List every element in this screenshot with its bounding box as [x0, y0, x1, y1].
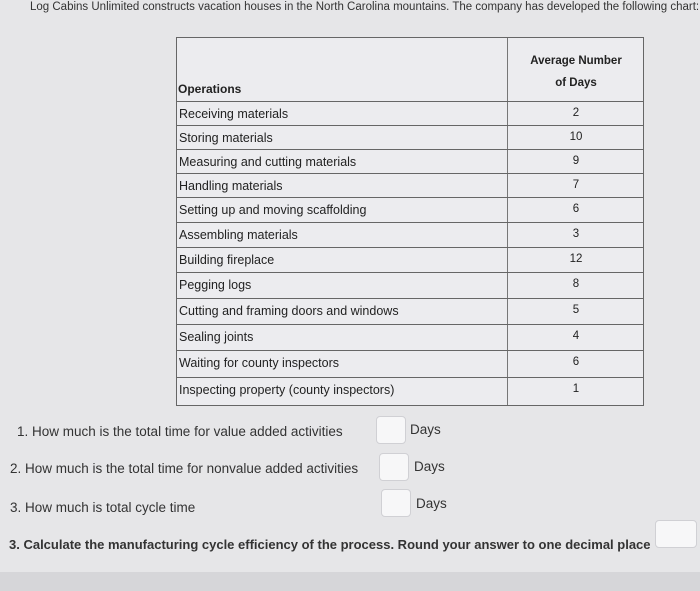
operation-name: Inspecting property (county inspectors): [179, 383, 395, 397]
table-row: [177, 125, 643, 149]
days-unit-2: Days: [414, 459, 445, 474]
problem-intro: Log Cabins Unlimited constructs vacation houses in the North Carolina mountains. The company has developed the following chart:: [30, 1, 700, 13]
operation-days: 7: [572, 179, 580, 191]
question-2: 2. How much is the total time for nonvalue added activities: [10, 461, 359, 476]
days-column-header: [508, 50, 644, 94]
answer-input-2[interactable]: [379, 453, 409, 481]
operation-name: Assembling materials: [179, 228, 298, 242]
days-unit-1: Days: [410, 422, 441, 437]
answer-input-1[interactable]: [376, 416, 406, 444]
days-unit-3: Days: [416, 496, 447, 511]
operations-table: [176, 37, 644, 406]
operation-days: 6: [572, 356, 580, 368]
operation-name: Building fireplace: [179, 253, 275, 267]
days-header-line2: of Days: [555, 77, 597, 89]
operations-column-header: Operations: [178, 82, 242, 96]
table-row: [177, 149, 643, 173]
answer-input-4[interactable]: [655, 520, 697, 548]
operation-days: 4: [572, 330, 580, 342]
table-row: [177, 377, 643, 406]
operation-name: Measuring and cutting materials: [179, 155, 357, 169]
operation-name: Storing materials: [179, 131, 273, 145]
operation-name: Receiving materials: [179, 107, 289, 121]
operation-days: 5: [572, 304, 580, 316]
operation-days: 9: [572, 155, 580, 167]
question-1: 1. How much is the total time for value added activities: [17, 424, 343, 439]
operation-name: Cutting and framing doors and windows: [179, 304, 399, 318]
question-4: 3. Calculate the manufacturing cycle efficiency of the process. Round your answer to one decimal place: [9, 537, 651, 552]
operation-days: 12: [569, 253, 583, 265]
answer-input-3[interactable]: [381, 489, 411, 517]
table-row: [177, 101, 643, 125]
operation-days: 8: [572, 278, 580, 290]
table-row: [177, 197, 643, 222]
question-3: 3. How much is total cycle time: [10, 500, 196, 515]
days-header-line1: Average Number: [530, 55, 622, 67]
operation-days: 3: [572, 228, 580, 240]
operation-days: 10: [569, 131, 583, 143]
operation-days: 2: [572, 107, 580, 119]
operation-name: Sealing joints: [179, 330, 254, 344]
operation-name: Pegging logs: [179, 278, 252, 292]
page-footer-bar: [0, 572, 700, 591]
table-row: [177, 298, 643, 324]
table-row: [177, 272, 643, 298]
table-row: [177, 247, 643, 272]
table-row: [177, 324, 643, 350]
table-row: [177, 350, 643, 377]
operation-name: Handling materials: [179, 179, 283, 193]
operation-name: Waiting for county inspectors: [179, 356, 340, 370]
table-row: [177, 222, 643, 247]
operation-days: 6: [572, 203, 580, 215]
operation-days: 1: [572, 383, 580, 395]
table-row: [177, 173, 643, 197]
operation-name: Setting up and moving scaffolding: [179, 203, 367, 217]
